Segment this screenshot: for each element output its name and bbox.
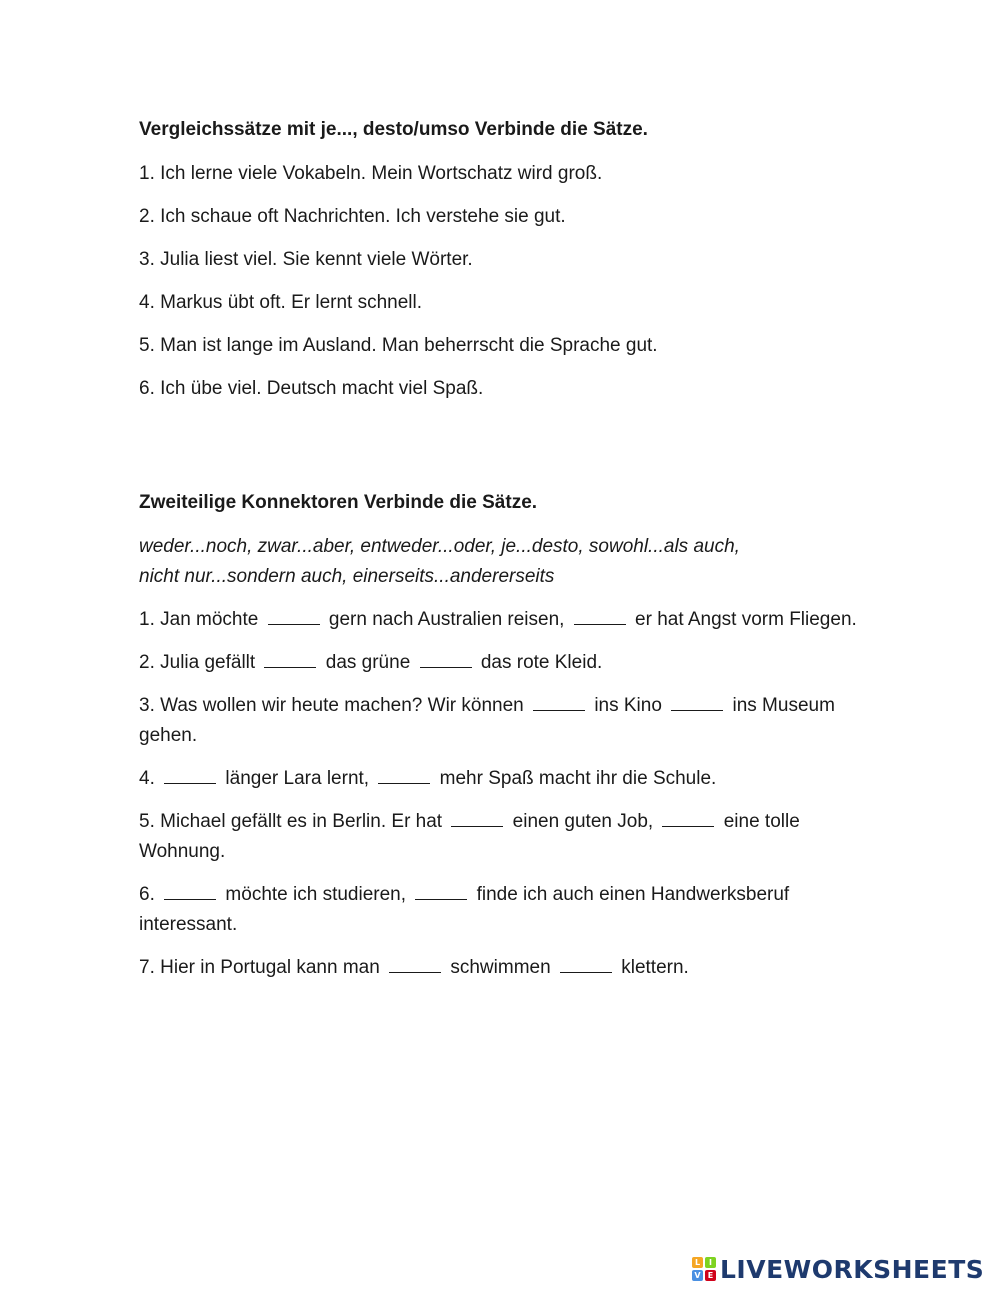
blank-field[interactable] [574, 606, 626, 625]
connector-list-line-2: nicht nur...sondern auch, einerseits...andererseits [139, 566, 555, 587]
blank-field[interactable] [533, 692, 585, 711]
gap-sentence-2 [139, 648, 869, 678]
blank-field[interactable] [560, 954, 612, 973]
section1-title: Vergleichssätze mit je..., desto/umso Verbinde die Sätze. [139, 119, 648, 140]
gap-sentence-1 [139, 605, 869, 635]
gap-text: ins Museum gehen. [139, 695, 835, 746]
gap-text: 7. Hier in Portugal kann man [139, 957, 380, 978]
logo-tile-e: E [705, 1270, 716, 1281]
gap-text: mehr Spaß macht ihr die Schule. [439, 768, 717, 789]
gap-text: finde ich auch einen Handwerksberuf interessant. [139, 884, 790, 935]
gap-text: er hat Angst vorm Fliegen. [635, 609, 857, 630]
blank-field[interactable] [378, 765, 430, 784]
gap-text: einen guten Job, [512, 811, 654, 832]
gap-sentence-6 [139, 880, 869, 940]
gap-text: klettern. [621, 957, 689, 978]
blank-field[interactable] [662, 808, 714, 827]
gap-text: eine tolle Wohnung. [139, 811, 800, 862]
gap-text: 3. Was wollen wir heute machen? Wir können [139, 695, 524, 716]
blank-field[interactable] [164, 881, 216, 900]
blank-field[interactable] [415, 881, 467, 900]
section1-item-3: 3. Julia liest viel. Sie kennt viele Wörter. [139, 249, 473, 270]
blank-field[interactable] [420, 649, 472, 668]
blank-field[interactable] [451, 808, 503, 827]
gap-text: gern nach Australien reisen, [328, 609, 565, 630]
gap-text: schwimmen [450, 957, 551, 978]
blank-field[interactable] [389, 954, 441, 973]
gap-text: 4. [139, 768, 155, 789]
gap-text: möchte ich studieren, [225, 884, 407, 905]
section1-item-4: 4. Markus übt oft. Er lernt schnell. [139, 292, 423, 313]
gap-text: das rote Kleid. [480, 652, 603, 673]
section2-title: Zweiteilige Konnektoren Verbinde die Sätze. [139, 492, 538, 513]
section1-item-6: 6. Ich übe viel. Deutsch macht viel Spaß. [139, 378, 484, 399]
gap-sentence-7 [139, 953, 869, 983]
section1-item-1: 1. Ich lerne viele Vokabeln. Mein Wortschatz wird groß. [139, 163, 603, 184]
logo-tile-i: I [705, 1257, 716, 1268]
section-comparisons [139, 116, 869, 404]
blank-field[interactable] [264, 649, 316, 668]
section-connectors [139, 489, 869, 983]
gap-text: 1. Jan möchte [139, 609, 259, 630]
gap-text: 2. Julia gefällt [139, 652, 256, 673]
gap-text: das grüne [325, 652, 411, 673]
worksheet [139, 116, 869, 996]
liveworksheets-brand [692, 1254, 984, 1284]
gap-sentence-4 [139, 764, 869, 794]
gap-text: länger Lara lernt, [225, 768, 370, 789]
connector-word-bank [139, 532, 869, 592]
logo-tile-v: V [692, 1270, 703, 1281]
gap-text: ins Kino [594, 695, 662, 716]
logo-tile-l: L [692, 1257, 703, 1268]
gap-text: 6. [139, 884, 155, 905]
connector-list-line-1: weder...noch, zwar...aber, entweder...oder, je...desto, sowohl...als auch, [139, 536, 740, 557]
section1-item-2: 2. Ich schaue oft Nachrichten. Ich verstehe sie gut. [139, 206, 566, 227]
gap-sentence-3 [139, 691, 869, 751]
section1-item-5: 5. Man ist lange im Ausland. Man beherrscht die Sprache gut. [139, 335, 658, 356]
blank-field[interactable] [164, 765, 216, 784]
liveworksheets-logo-icon [692, 1257, 716, 1281]
liveworksheets-wordmark: LIVEWORKSHEETS [720, 1254, 985, 1284]
gap-sentence-5 [139, 807, 869, 867]
blank-field[interactable] [671, 692, 723, 711]
blank-field[interactable] [268, 606, 320, 625]
gap-text: 5. Michael gefällt es in Berlin. Er hat [139, 811, 443, 832]
